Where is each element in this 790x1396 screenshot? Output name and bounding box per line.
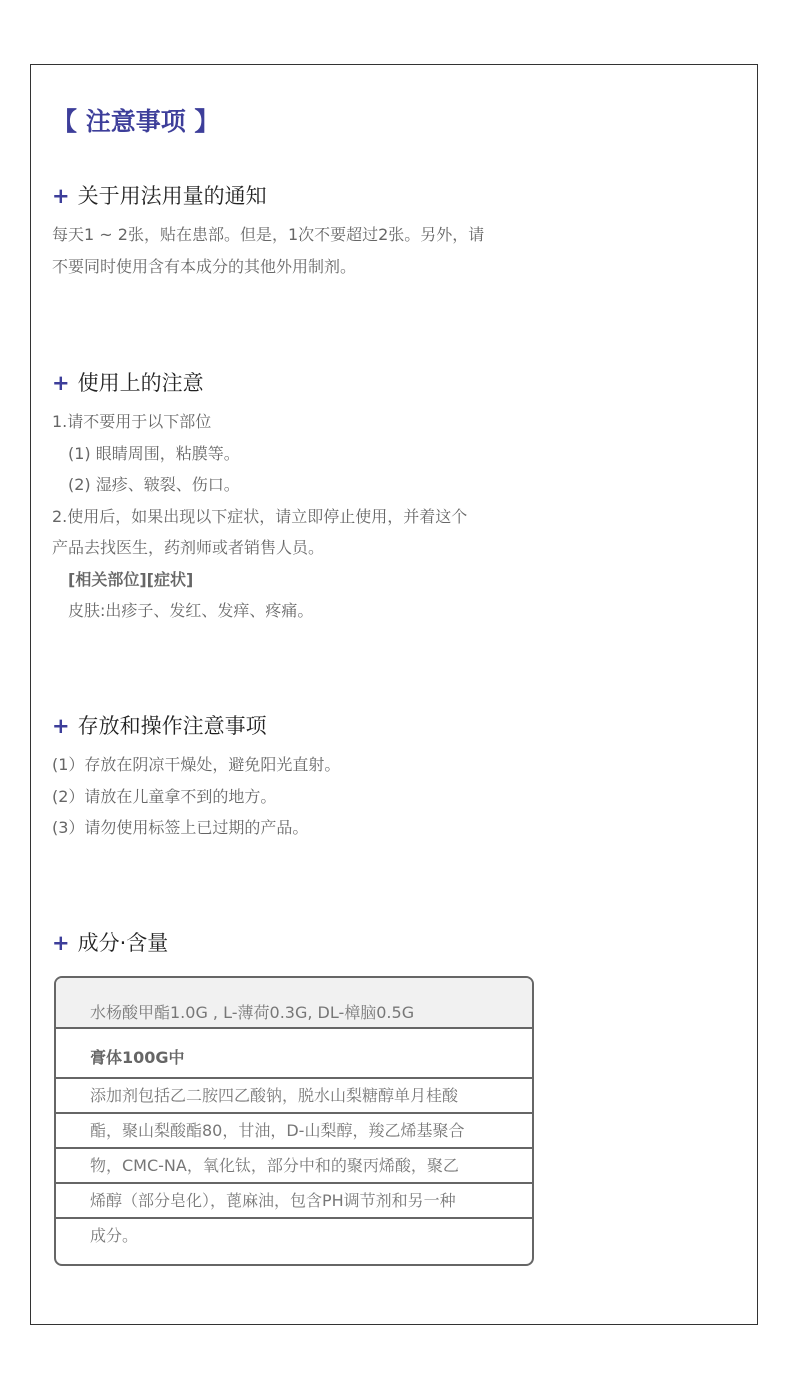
section-title: 存放和操作注意事项 (77, 714, 267, 738)
section-body (52, 406, 552, 627)
ingredients-table (54, 976, 534, 1266)
section-heading (52, 711, 552, 741)
body-line: 2.使用后，如果出现以下症状，请立即停止使用，并着这个 (52, 506, 468, 526)
body-line: 每天1 ~ 2张，贴在患部。但是，1次不要超过2张。另外，请 (52, 225, 485, 244)
section-heading (52, 928, 552, 958)
section-usage-dosage (52, 181, 552, 282)
section-title: 使用上的注意 (77, 371, 204, 395)
section-heading (52, 181, 552, 211)
ingredient-row: 烯醇（部分皂化），蓖麻油，包含PH调节剂和另一种 (90, 1191, 456, 1210)
plus-icon: + (52, 184, 70, 208)
ingredient-row: 酯，聚山梨酸酯80，甘油，D-山梨醇，羧乙烯基聚合 (90, 1121, 465, 1140)
section-precautions (52, 368, 552, 627)
section-ingredients (52, 928, 552, 958)
section-title: 成分·含量 (77, 931, 169, 955)
section-title: 关于用法用量的通知 (77, 184, 267, 208)
ingredient-row: 添加剂包括乙二胺四乙酸钠，脱水山梨糖醇单月桂酸 (90, 1086, 459, 1105)
ingredient-row: 物，CMC-NA，氧化钛，部分中和的聚丙烯酸，聚乙 (90, 1156, 459, 1175)
section-body (52, 219, 552, 282)
body-line: (2）请放在儿童拿不到的地方。 (52, 786, 277, 806)
ingredient-row-active: 水杨酸甲酯1.0G , L-薄荷0.3G, DL-樟脑0.5G (56, 978, 532, 1027)
body-line: (1) 眼睛周围，粘膜等。 (68, 443, 240, 463)
section-body (52, 749, 552, 844)
body-line: (2) 湿疹、皲裂、伤口。 (68, 475, 240, 494)
body-line: (3）请勿使用标签上已过期的产品。 (52, 818, 309, 837)
ingredient-row: 成分。 (90, 1226, 139, 1245)
body-line: 不要同时使用含有本成分的其他外用制剂。 (52, 256, 357, 276)
plus-icon: + (52, 931, 70, 955)
ingredient-row-base: 膏体100G中 (90, 1048, 185, 1067)
body-line-subheading: [相关部位][症状] (68, 569, 194, 589)
plus-icon: + (52, 714, 70, 738)
body-line: (1）存放在阴凉干燥处，避免阳光直射。 (52, 755, 341, 774)
body-line: 1.请不要用于以下部位 (52, 412, 212, 431)
section-heading (52, 368, 552, 398)
page-title: 【 注意事项 】 (52, 107, 220, 136)
plus-icon: + (52, 371, 70, 395)
section-storage (52, 711, 552, 844)
body-line: 产品去找医生，药剂师或者销售人员。 (52, 538, 325, 557)
body-line: 皮肤:出疹子、发红、发痒、疼痛。 (68, 601, 314, 620)
